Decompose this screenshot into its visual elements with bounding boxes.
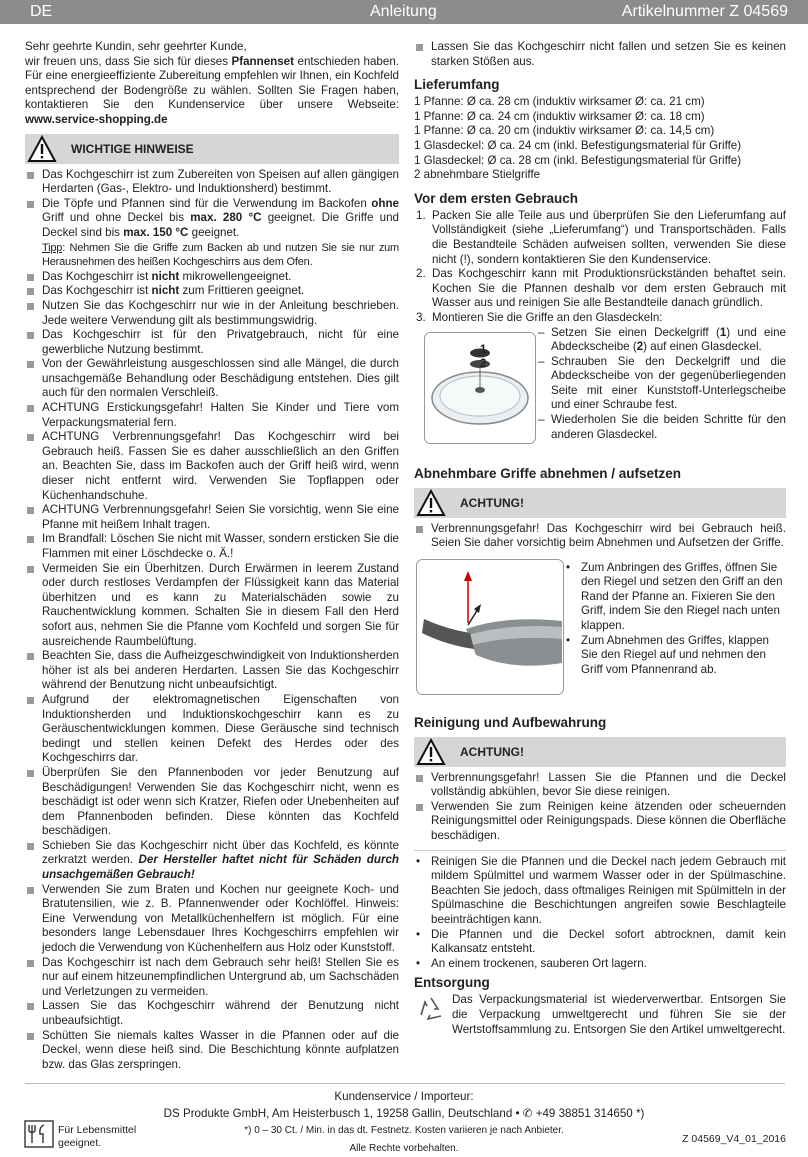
list-item: Verbrennungsgefahr! Das Kochgeschirr wird bei Gebrauch heiß. Seien Sie daher vorsichtig beim Abnehmen und Aufsetzen der Griffe. — [414, 522, 786, 551]
first-use-title: Vor dem ersten Gebrauch — [414, 190, 579, 206]
part-label-2: 2 — [480, 356, 487, 370]
step-item: 3. Montieren Sie die Griffe an den Glasdeckeln: — [416, 310, 663, 324]
divider — [414, 850, 786, 851]
list-item: Beachten Sie, dass die Aufheizgeschwindigkeit von Induktionsherden höher ist als bei anderen Herdarten. Lassen Sie das Kochgeschirr während der Benutzung nicht unbeaufsichtigt. — [25, 649, 399, 693]
header-article-number: Artikelnummer Z 04569 — [621, 3, 788, 20]
cleaning-title: Reinigung und Aufbewahrung — [414, 714, 607, 730]
warning-icon — [416, 489, 446, 517]
delivery-item: 1 Pfanne: Ø ca. 28 cm (induktiv wirksamer Ø: ca. 21 cm) — [414, 95, 705, 109]
list-item: Das Kochgeschirr ist für den Privatgebrauch, nicht für eine gewerbliche Nutzung bestimmt. — [25, 328, 399, 357]
delivery-list — [414, 95, 786, 183]
disposal-text: Das Verpackungsmaterial ist wiederverwertbar. Entsorgen Sie die Verpackung umweltgerecht und führen Sie sie der Wertstoffsammlung zu. Entsorgen Sie den Artikel umweltgerecht. — [452, 993, 786, 1036]
footer-service-label: Kundenservice / Importeur: — [334, 1090, 474, 1103]
list-item: • Zum Abnehmen des Griffes, klappen Sie den Riegel auf und nehmen den Griff vom Pfannenrand ab. — [564, 634, 786, 678]
warning-icon — [416, 738, 446, 766]
list-item: Von der Gewährleistung ausgeschlossen sind alle Mängel, die durch unsachgemäße Behandlung oder Beschädigung entstehen. Dies gilt auch für den normalen Verschleiß. — [25, 357, 399, 401]
list-item: Das Kochgeschirr ist nicht zum Frittieren geeignet. — [25, 284, 399, 299]
list-item: Aufgrund der elektromagnetischen Eigenschaften von Induktionsherden und Induktionskochgeschirr kann es zu Geräuschentwicklungen kommen. Diese Geräusche sind technisch bedingt und stellen keinen Defekt des Herdes oder des Kochgeschirrs dar. — [25, 693, 399, 766]
food-safe-label: Für Lebensmittel geeignet. — [58, 1124, 137, 1149]
lid-assembly — [414, 326, 786, 458]
version-label: Z 04569_V4_01_2016 — [682, 1133, 786, 1145]
important-notes-label: WICHTIGE HINWEISE — [71, 141, 194, 156]
disposal-title: Entsorgung — [414, 975, 490, 991]
list-item: Lassen Sie das Kochgeschirr nicht fallen und setzen Sie es keinen starken Stößen aus. — [414, 40, 786, 69]
footer-note: *) 0 – 30 Ct. / Min. in das dt. Festnetz. Kosten variieren je nach Anbieter. — [244, 1125, 564, 1136]
list-item: • An einem trockenen, sauberen Ort lagern. — [414, 957, 786, 972]
list-item: • Zum Anbringen des Griffes, öffnen Sie den Riegel und setzen den Griff an den Rand der Pfanne an. Fixieren Sie den Griff, indem Sie den Riegel nach unten klappen. — [564, 561, 786, 634]
part-label-1: 1 — [480, 342, 487, 356]
list-item: Nutzen Sie das Kochgeschirr nur wie in der Anleitung beschrieben. Jede weitere Verwendung gilt als bestimmungswidrig. — [25, 299, 399, 328]
list-item: Im Brandfall: Löschen Sie nicht mit Wasser, sondern ersticken Sie die Flammen mit einer Löschdecke o. Ä.! — [25, 532, 399, 561]
first-use-steps — [414, 209, 786, 326]
lid-substeps — [536, 326, 786, 443]
step-item: 2. Das Kochgeschirr kann mit Produktionsrückständen behaftet sein. Kochen Sie die Pfannen deshalb vor dem ersten Gebrauch mit Wasser aus und reinigen Sie alle Bestandteile danach gründlich. — [416, 267, 786, 310]
delivery-item: 1 Glasdeckel: Ø ca. 24 cm (inkl. Befestigungsmaterial für Griffe) — [414, 138, 742, 152]
footer-address: DS Produkte GmbH, Am Heisterbusch 1, 19258 Gallin, Deutschland • ✆ +49 38851 314650 *) — [163, 1107, 645, 1120]
delivery-item: 2 abnehmbare Stielgriffe — [414, 168, 541, 182]
list-item: ACHTUNG Erstickungsgefahr! Halten Sie Kinder und Tiere vom Verpackungsmaterial fern. — [25, 401, 399, 430]
handles-warnings — [414, 522, 786, 551]
right-column — [414, 40, 786, 1037]
header-doc-title: Anleitung — [370, 3, 437, 20]
handles-title: Abnehmbare Griffe abnehmen / aufsetzen — [414, 465, 682, 481]
delivery-item: 1 Pfanne: Ø ca. 24 cm (induktiv wirksamer Ø: ca. 18 cm) — [414, 109, 705, 123]
food-safe-icon — [24, 1120, 54, 1148]
list-item: Das Kochgeschirr ist nach dem Gebrauch sehr heiß! Stellen Sie es nur auf einem hitzeunempfindlichen Untergrund ab, um Sachschäden und Verletzungen zu vermeiden. — [25, 956, 399, 1000]
list-item: ACHTUNG Verbrennungsgefahr! Das Kochgeschirr wird bei Gebrauch heiß. Fassen Sie es daher ausschließlich an den Griffen an. Beachten Sie, dass im Backofen auch der Griff heiß wird, wenn dieser nicht entfernt wird. Verwenden Sie Topflappen oder Küchenhandschuhe. — [25, 430, 399, 503]
disposal-section — [414, 993, 786, 1037]
footer-rights: Alle Rechte vorbehalten. — [349, 1143, 459, 1154]
header-lang: DE — [30, 3, 53, 20]
cleaning-instructions — [414, 855, 786, 972]
delivery-item: 1 Pfanne: Ø ca. 20 cm (induktiv wirksamer Ø: ca. 14,5 cm) — [414, 124, 715, 138]
list-item: Verbrennungsgefahr! Lassen Sie die Pfannen und die Deckel vollständig abkühlen, bevor Sie diese reinigen. — [414, 771, 786, 800]
cleaning-warnings — [414, 771, 786, 844]
list-item: Überprüfen Sie den Pfannenboden vor jeder Benutzung auf Beschädigungen! Verwenden Sie das Kochgeschirr nicht, wenn es beschädigt ist oder wenn sich Kratzer, Riefen oder Unebenheiten auf dem Pfannenboden befinden. Diese könnten das Kochfeld beschädigen. — [25, 766, 399, 839]
page-header — [0, 0, 808, 24]
list-item: Vermeiden Sie ein Überhitzen. Durch Erwärmen in leerem Zustand oder durch restloses Verdampfen der Flüssigkeit kann das Material überhitzen und es kann zu Materialschäden sowie zu Rauchentwicklung kommen. Schalten Sie in diesem Fall den Herd sofort aus, nehmen Sie die Pfanne vom Kochfeld und sorgen Sie für ausreichende Raumbelüftung. — [25, 562, 399, 650]
delivery-title: Lieferumfang — [414, 77, 500, 93]
substep-item: – Schrauben Sie den Deckelgriff und die Abdeckscheibe von der gegenüberliegenden Seite mit einer Kunststoff-Unterlegscheibe und einer Schraube fest. — [536, 355, 786, 413]
pan-handle-illustration — [416, 559, 564, 695]
list-item: ACHTUNG Verbrennungsgefahr! Seien Sie vorsichtig, wenn Sie eine Pfanne mit heißem Inhalt tragen. — [25, 503, 399, 532]
list-item: Verwenden Sie zum Braten und Kochen nur geeignete Koch- und Bratutensilien, wie z. B. Pfannenwender oder Kochlöffel. Hinweis: Eine Verwendung von Metallküchenhelfern ist möglich. Für eine besonders lange Lebensdauer Ihres Kochgeschirrs empfehlen wir jedoch die Verwendung von Küchenhelfern aus Holz oder Kunststoff. — [25, 883, 399, 956]
cleaning-warning-bar — [414, 737, 786, 767]
important-notes-bar — [25, 134, 399, 164]
handles-warning-bar — [414, 488, 786, 518]
handle-instructions — [564, 561, 786, 678]
warning-icon — [27, 135, 57, 163]
list-item: Die Töpfe und Pfannen sind für die Verwendung im Backofen ohne Griff und ohne Deckel bis max. 280 °C geeignet. Die Griffe und Deckel sind bis max. 150 °C geeignet. Tipp: Nehmen Sie die Griffe zum Backen ab und nutzen Sie sie nur zum Herausnehmen des heißen Kochgeschirrs aus dem Ofen. — [25, 197, 399, 270]
list-item: Verwenden Sie zum Reinigen keine ätzenden oder scheuernden Reinigungsmittel oder Reinigungspads. Diese können die Oberfläche beschädigen. — [414, 800, 786, 844]
service-url[interactable]: www.service-shopping.de — [25, 112, 168, 126]
list-item: Das Kochgeschirr ist zum Zubereiten von Speisen auf allen gängigen Herdarten (Gas-, Elektro- und Induktionsherd) bestimmt. — [25, 168, 399, 197]
greeting: Sehr geehrte Kundin, sehr geehrter Kunde, — [25, 40, 247, 53]
cleaning-warning-label: ACHTUNG! — [460, 744, 524, 759]
list-item: • Reinigen Sie die Pfannen und die Deckel nach jedem Gebrauch mit mildem Spülmittel und warmem Wasser oder in der Spülmaschine. Beachten Sie jedoch, dass oftmaliges Reinigen mit Spülmitteln in der Spülmaschine die Beschichtungen angreifen sowie Beschlagteile beeinträchtigen kann. — [414, 855, 786, 928]
substep-item: – Setzen Sie einen Deckelgriff (1) und eine Abdeckscheibe (2) auf einen Glasdeckel. — [536, 326, 786, 355]
list-item: Das Kochgeschirr ist nicht mikrowellengeeignet. — [25, 270, 399, 285]
handles-warning-label: ACHTUNG! — [460, 495, 524, 510]
delivery-item: 1 Glasdeckel: Ø ca. 28 cm (inkl. Befestigungsmaterial für Griffe) — [414, 153, 742, 167]
list-item: Schütten Sie niemals kaltes Wasser in die Pfannen oder auf die Deckel, wenn diese heiß sind. Die Beschichtung könnte aufplatzen bzw. das Glas zerspringen. — [25, 1029, 399, 1073]
important-notes-list-cont — [414, 40, 786, 69]
handle-section — [414, 555, 786, 707]
footer-divider — [25, 1083, 785, 1084]
substep-item: – Wiederholen Sie die beiden Schritte für den anderen Glasdeckel. — [536, 413, 786, 442]
list-item: Schieben Sie das Kochgeschirr nicht über das Kochfeld, es könnte zerkratzt werden. Der Hersteller haftet nicht für Schäden durch unsachgemäßen Gebrauch! — [25, 839, 399, 883]
list-item: • Die Pfannen und die Deckel sofort abtrocknen, damit kein Kalkansatz entsteht. — [414, 928, 786, 957]
list-item: Lassen Sie das Kochgeschirr während der Benutzung nicht unbeaufsichtigt. — [25, 999, 399, 1028]
recycling-icon — [416, 995, 446, 1025]
left-column — [25, 40, 399, 1072]
intro-text: wir freuen uns, dass Sie sich für dieses Pfannenset entschieden haben. Für eine energieeffiziente Zubereitung empfehlen wir Ihnen, ein Kochfeld entsprechend der Bodengröße zu wählen. Sollten Sie Fragen haben, kontaktieren Sie den Kundenservice über unsere Webseite: www.service-shopping.de — [25, 54, 399, 126]
step-item: 1. Packen Sie alle Teile aus und überprüfen Sie den Lieferumfang auf Vollständigkeit (siehe „Lieferumfang“) und Transportschäden. Falls die Bestandteile Schäden aufweisen sollten, verwenden Sie diese nicht (!), sondern kontaktieren Sie den Kundenservice. — [416, 208, 786, 266]
important-notes-list — [25, 168, 399, 1073]
